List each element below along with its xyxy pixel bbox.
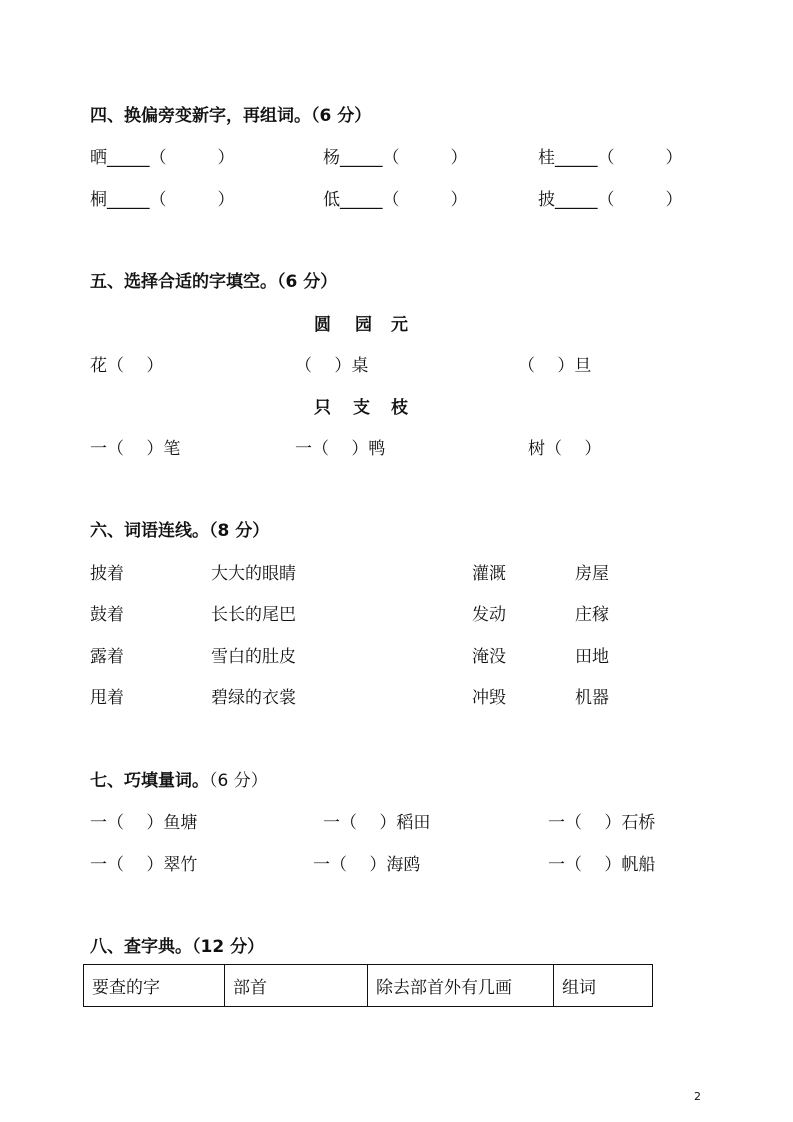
match-word: 房屋 [575, 564, 609, 584]
section-4-title: 四、换偏旁变新字，再组词。（6 分） [90, 106, 372, 126]
section-5-item: 花（ ） [90, 356, 164, 376]
table-header: 组词 [554, 965, 653, 1007]
section-5-item: 树（ ） [528, 439, 602, 459]
section-4-item: 披_____（ ） [538, 190, 683, 210]
choice-char: 支 [353, 398, 370, 418]
dictionary-table [83, 964, 653, 1007]
choice-char: 元 [391, 315, 408, 335]
table-header: 部首 [225, 965, 368, 1007]
match-word: 淹没 [472, 647, 506, 667]
section-5-item: （ ）旦 [518, 356, 592, 376]
match-word: 灌溉 [472, 564, 506, 584]
section-5-title: 五、选择合适的字填空。（6 分） [90, 272, 338, 292]
match-word: 冲毁 [472, 688, 506, 708]
section-5-item: 一（ ）鸭 [295, 439, 386, 459]
table-header: 除去部首外有几画 [368, 965, 554, 1007]
section-5-item: 一（ ）笔 [90, 439, 181, 459]
match-word: 甩着 [90, 688, 124, 708]
match-word: 发动 [472, 605, 506, 625]
match-word: 庄稼 [575, 605, 609, 625]
section-5-item: （ ）桌 [295, 356, 369, 376]
section-7-title [90, 766, 268, 791]
table-header: 要查的字 [84, 965, 225, 1007]
match-word: 碧绿的衣裳 [211, 688, 296, 708]
choice-char: 只 [314, 398, 331, 418]
section-7-item: 一（ ）鱼塘 [90, 813, 198, 833]
page-number: 2 [694, 1090, 701, 1103]
section-6-title: 六、词语连线。（8 分） [90, 521, 270, 541]
match-word: 雪白的肚皮 [211, 647, 296, 667]
section-7-item: 一（ ）帆船 [548, 855, 656, 875]
choice-char: 园 [355, 315, 372, 335]
match-word: 长长的尾巴 [211, 605, 296, 625]
section-7-item: 一（ ）稻田 [323, 813, 431, 833]
match-word: 鼓着 [90, 605, 124, 625]
section-7-title-main: 七、巧填量词。 [90, 771, 209, 791]
section-8-title: 八、查字典。（12 分） [90, 937, 265, 957]
section-4-item: 晒_____（ ） [90, 148, 235, 168]
choice-char: 圆 [314, 315, 331, 335]
match-word: 机器 [575, 688, 609, 708]
match-word: 大大的眼睛 [211, 564, 296, 584]
section-7-item: 一（ ）翠竹 [90, 855, 198, 875]
section-7-item: 一（ ）海鸥 [313, 855, 421, 875]
section-7-title-score: （6 分） [209, 771, 268, 791]
match-word: 露着 [90, 647, 124, 667]
section-4-item: 桐_____（ ） [90, 190, 235, 210]
section-4-item: 桂_____（ ） [538, 148, 683, 168]
section-4-item: 杨_____（ ） [323, 148, 468, 168]
section-4-item: 低_____（ ） [323, 190, 468, 210]
match-word: 披着 [90, 564, 124, 584]
table-header-row [84, 965, 653, 1007]
section-7-item: 一（ ）石桥 [548, 813, 656, 833]
choice-char: 枝 [391, 398, 408, 418]
match-word: 田地 [575, 647, 609, 667]
